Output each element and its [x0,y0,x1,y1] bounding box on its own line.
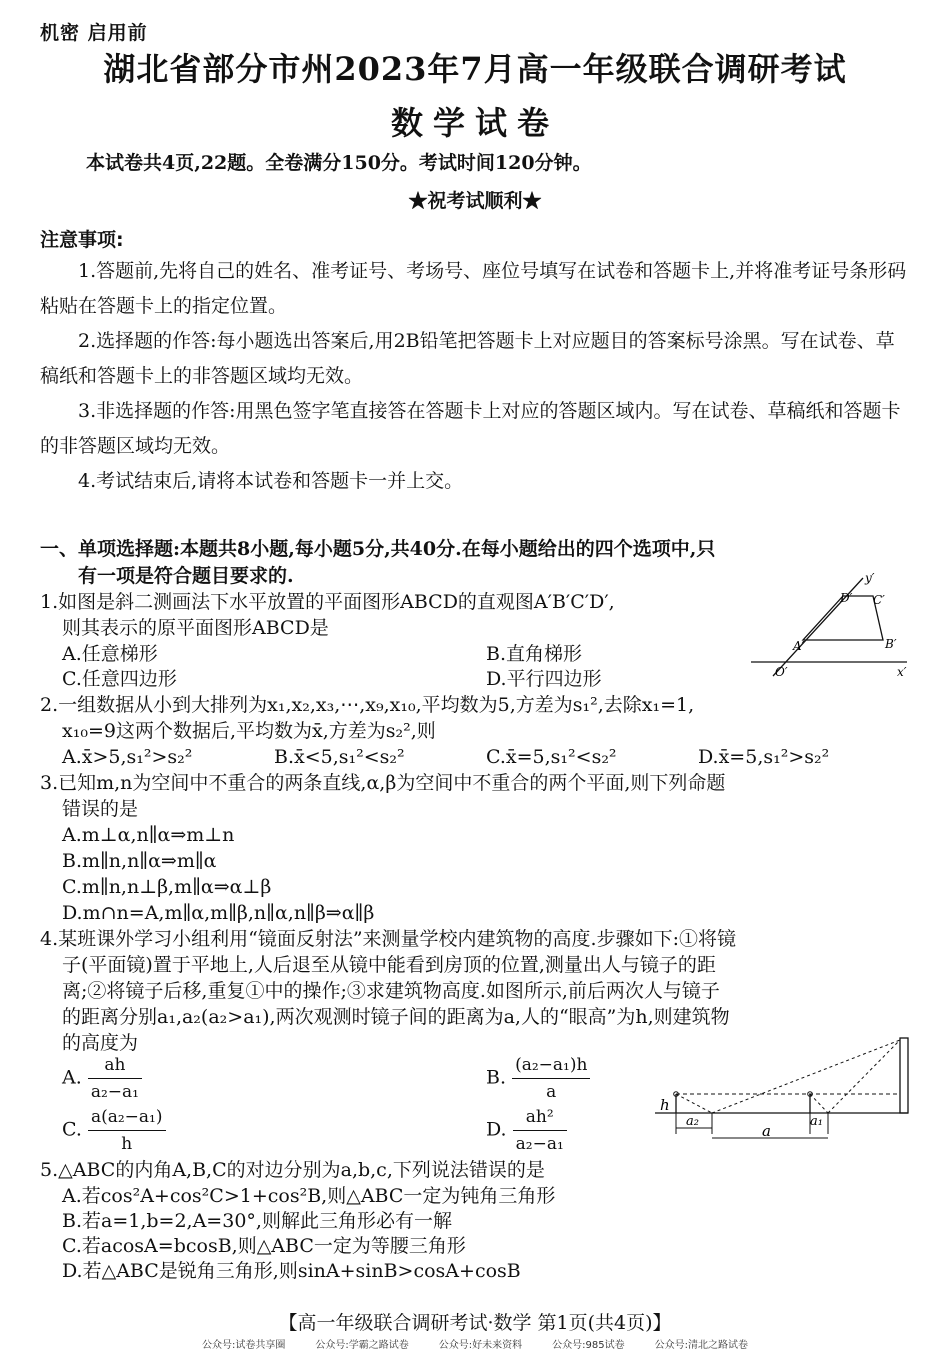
q4-mirror-figure [650,1034,915,1146]
exam-info: 本试卷共4页,22题。全卷满分150分。考试时间120分钟。 [86,152,592,174]
q4-option-b: B. $\frac{\text{(a₂−a₁)h}}{a}$ [486,1052,590,1105]
vertex-a-label: A′ [793,639,805,653]
q2-option-c: C.x̄=5,s₁²<s₂² [486,746,617,768]
watermark-row [0,1336,950,1351]
eye-height-label: h [660,1096,670,1114]
section-heading: 一、单项选择题:本题共8小题,每小题5分,共40分.在每小题给出的四个选项中,只 有一项是符合题目要求的. [40,538,716,587]
q1-option-c: C.任意四边形 [62,668,177,690]
notice-heading: 注意事项: [40,229,124,251]
q3-option-c: C.m∥n,n⊥β,m∥α⇒α⊥β [62,876,272,898]
watermark-3: 公众号:好未来资料 [438,1340,523,1351]
watermark-4: 公众号:985试卷 [552,1340,625,1351]
q4-option-d: D. $\frac{\text{ah²}}{\text{a₂−a₁}}$ [486,1104,567,1157]
watermark-5: 公众号:清北之路试卷 [654,1340,748,1351]
q3-option-b: B.m∥n,n∥α⇒m∥α [62,850,217,872]
question-3: 3.已知m,n为空间中不重合的两条直线,α,β为空间中不重合的两个平面,则下列命题 错误的是 [40,772,726,820]
exam-subtitle: 数学试卷 [390,104,559,142]
distance-a1-label: a₁ [810,1114,823,1129]
q3-option-a: A.m⊥α,n∥α⇒m⊥n [62,824,235,846]
notice-item-1: 1.答题前,先将自己的姓名、准考证号、考场号、座位号填写在试卷和答题卡上,并将准考证号条形码粘贴在答题卡上的指定位置。 [40,260,907,317]
q4-option-c: C. $\frac{\text{a(a₂−a₁)}}{h}$ [62,1104,166,1157]
q1-option-d: D.平行四边形 [486,668,602,690]
q4-option-a: A. $\frac{ah}{\text{a₂−a₁}}$ [62,1052,142,1105]
q5-option-b: B.若a=1,b=2,A=30°,则解此三角形必有一解 [62,1210,452,1232]
q3-option-d: D.m∩n=A,m∥α,m∥β,n∥α,n∥β⇒α∥β [62,902,375,924]
notice-item-3: 3.非选择题的作答:用黑色签字笔直接答在答题卡上对应的答题区域内。写在试卷、草稿纸和答题卡的非答题区域均无效。 [40,400,901,457]
y-axis-label: y′ [865,571,875,585]
notice-item-4: 4.考试结束后,请将本试卷和答题卡一并上交。 [78,470,464,492]
q2-option-d: D.x̄=5,s₁²>s₂² [698,746,830,768]
watermark-2: 公众号:学霸之路试卷 [315,1340,409,1351]
question-2: 2.一组数据从小到大排列为x₁,x₂,x₃,⋯,x₉,x₁₀,平均数为5,方差为s₁²,去除x₁=1, x₁₀=9这两个数据后,平均数为x̄,方差为s₂²,则 [40,694,695,742]
watermark-1: 公众号:试卷共享圈 [202,1340,286,1351]
q1-option-a: A.任意梯形 [62,643,158,665]
q1-option-b: B.直角梯形 [486,643,583,665]
q5-option-d: D.若△ABC是锐角三角形,则sinA+sinB>cosA+cosB [62,1260,521,1282]
q2-option-b: B.x̄<5,s₁²<s₂² [274,746,405,768]
blessing: ★祝考试顺利★ [408,190,542,212]
question-1: 1.如图是斜二测画法下水平放置的平面图形ABCD的直观图A′B′C′D′, 则其表示的原平面图形ABCD是 [40,591,615,639]
q2-option-a: A.x̄>5,s₁²>s₂² [62,746,193,768]
q1-oblique-figure [745,568,915,683]
vertex-b-label: B′ [885,637,897,651]
vertex-c-label: C′ [873,593,885,607]
confidential-label: 机密 启用前 [40,22,148,44]
question-4: 4.某班课外学习小组利用“镜面反射法”来测量学校内建筑物的高度.步骤如下:①将镜 子(平面镜)置于平地上,人后退至从镜中能看到房顶的位置,测量出人与镜子的距 离;②将镜子后移,重复①中的操作;③求建筑物高度.如图所示,前后两次人与镜子 的距离分别a₁,a₂(a₂>a₁),两次观测时镜子间的距离为a,人的“眼高”为h,则建筑物 的高度为 [40,928,736,1054]
q5-option-c: C.若acosA=bcosB,则△ABC一定为等腰三角形 [62,1235,466,1257]
q5-option-a: A.若cos²A+cos²C>1+cos²B,则△ABC一定为钝角三角形 [62,1185,556,1207]
question-5: 5.△ABC的内角A,B,C的对边分别为a,b,c,下列说法错误的是 [40,1159,545,1181]
exam-title: 湖北省部分市州2023年7月高一年级联合调研考试 [103,50,847,88]
page-footer: 【高一年级联合调研考试·数学 第1页(共4页)】 [278,1312,672,1334]
distance-a2-label: a₂ [686,1114,699,1129]
distance-a-label: a [762,1122,771,1140]
origin-label: O′ [775,665,788,679]
vertex-d-label: D′ [840,591,853,605]
notice-item-2: 2.选择题的作答:每小题选出答案后,用2B铅笔把答题卡上对应题目的答案标号涂黑。写在试卷、草稿纸和答题卡上的非答题区域均无效。 [40,330,895,387]
x-axis-label: x′ [897,665,907,679]
